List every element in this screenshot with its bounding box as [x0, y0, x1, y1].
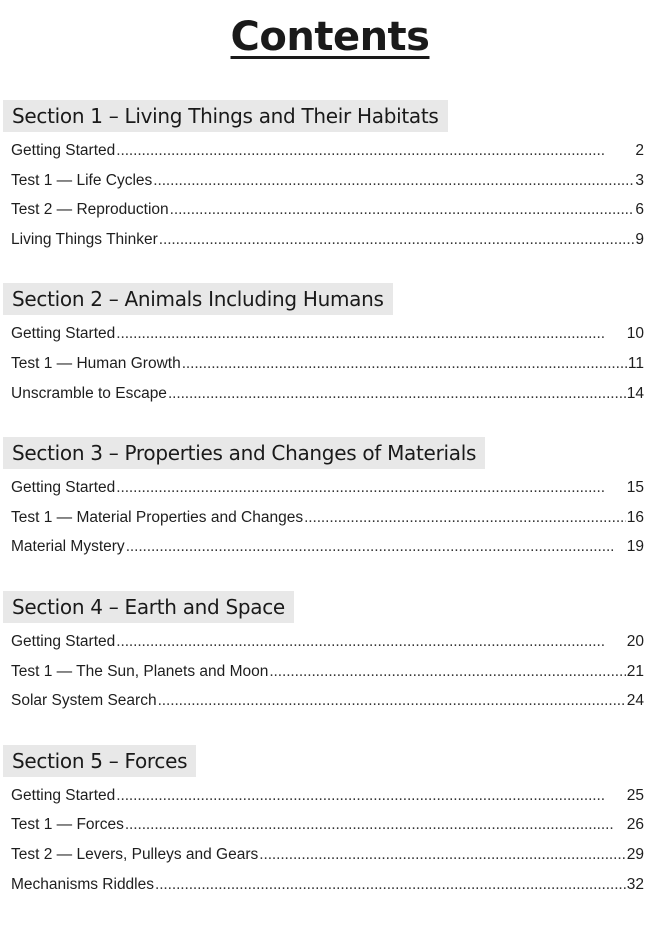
page-title-wrapper	[0, 14, 660, 60]
entry-label: Solar System Search	[11, 692, 157, 710]
entry-page-number: 14	[626, 384, 644, 402]
section-entries	[0, 319, 660, 408]
toc-entry[interactable]	[11, 166, 644, 196]
dot-leader	[170, 195, 635, 225]
entry-page-number: 32	[626, 875, 644, 893]
page-title: Contents	[230, 14, 430, 60]
toc-entry[interactable]	[11, 379, 644, 409]
section-3	[0, 437, 660, 562]
section-entries	[0, 627, 660, 716]
entry-label: Getting Started	[11, 786, 116, 804]
entry-label: Getting Started	[11, 142, 116, 159]
section-heading: Section 1 – Living Things and Their Habitats	[3, 100, 448, 132]
section-2	[0, 283, 660, 408]
toc-entry[interactable]	[11, 657, 644, 687]
entry-page-number: 3	[635, 171, 644, 189]
entry-page-number: 20	[626, 632, 644, 650]
dot-leader	[116, 781, 625, 811]
entry-label: Test 1 — Life Cycles	[11, 171, 153, 189]
toc-entry[interactable]	[11, 503, 644, 533]
entry-page-number: 2	[635, 142, 644, 159]
entry-label: Living Things Thinker	[11, 230, 158, 248]
toc-entry[interactable]	[11, 870, 644, 900]
entry-page-number: 25	[626, 786, 644, 804]
entry-label: Mechanisms Riddles	[11, 875, 154, 893]
toc-entry[interactable]	[11, 627, 644, 657]
dot-leader	[116, 627, 625, 657]
dot-leader	[182, 349, 627, 379]
entry-label: Test 1 — The Sun, Planets and Moon	[11, 662, 269, 680]
entry-page-number: 24	[626, 692, 644, 710]
dot-leader	[155, 870, 626, 900]
dot-leader	[304, 503, 626, 533]
dot-leader	[158, 686, 626, 716]
toc-entry[interactable]	[11, 840, 644, 870]
toc-entry[interactable]	[11, 532, 644, 562]
toc-entry[interactable]	[11, 473, 644, 503]
entry-page-number: 16	[626, 508, 644, 526]
contents-list	[0, 100, 660, 928]
dot-leader	[125, 810, 626, 840]
section-1	[0, 100, 660, 254]
toc-entry[interactable]	[11, 225, 644, 255]
entry-label: Material Mystery	[11, 538, 125, 556]
dot-leader	[116, 136, 634, 166]
entry-label: Getting Started	[11, 325, 116, 343]
dot-leader	[126, 532, 626, 562]
section-entries	[0, 781, 660, 899]
entry-label: Test 1 — Forces	[11, 816, 124, 834]
dot-leader	[153, 166, 634, 196]
entry-page-number: 19	[626, 538, 644, 556]
entry-label: Getting Started	[11, 632, 116, 650]
entry-label: Test 2 — Reproduction	[11, 201, 169, 219]
toc-entry[interactable]	[11, 349, 644, 379]
dot-leader	[116, 473, 625, 503]
dot-leader	[269, 657, 625, 687]
entry-page-number: 15	[626, 479, 644, 497]
entry-label: Test 2 — Levers, Pulleys and Gears	[11, 845, 259, 863]
entry-label: Test 1 — Human Growth	[11, 354, 181, 372]
dot-leader	[116, 319, 625, 349]
entry-page-number: 10	[626, 325, 644, 343]
entry-page-number: 6	[635, 201, 644, 219]
entry-page-number: 9	[635, 230, 644, 248]
dot-leader	[159, 225, 635, 255]
toc-entry[interactable]	[11, 195, 644, 225]
entry-page-number: 21	[626, 662, 644, 680]
toc-entry[interactable]	[11, 136, 644, 166]
entry-label: Unscramble to Escape	[11, 384, 167, 402]
entry-label: Getting Started	[11, 479, 116, 497]
toc-entry[interactable]	[11, 686, 644, 716]
entry-page-number: 11	[627, 354, 644, 372]
section-entries	[0, 136, 660, 254]
toc-entry[interactable]	[11, 810, 644, 840]
toc-entry[interactable]	[11, 319, 644, 349]
dot-leader	[168, 379, 626, 409]
dot-leader	[259, 840, 625, 870]
section-heading: Section 3 – Properties and Changes of Materials	[3, 437, 485, 469]
section-4	[0, 591, 660, 716]
entry-page-number: 29	[626, 845, 644, 863]
entry-page-number: 26	[626, 816, 644, 834]
toc-entry[interactable]	[11, 781, 644, 811]
section-5	[0, 745, 660, 899]
section-heading: Section 4 – Earth and Space	[3, 591, 294, 623]
entry-label: Test 1 — Material Properties and Changes	[11, 508, 304, 526]
section-entries	[0, 473, 660, 562]
section-heading: Section 2 – Animals Including Humans	[3, 283, 393, 315]
section-heading: Section 5 – Forces	[3, 745, 196, 777]
